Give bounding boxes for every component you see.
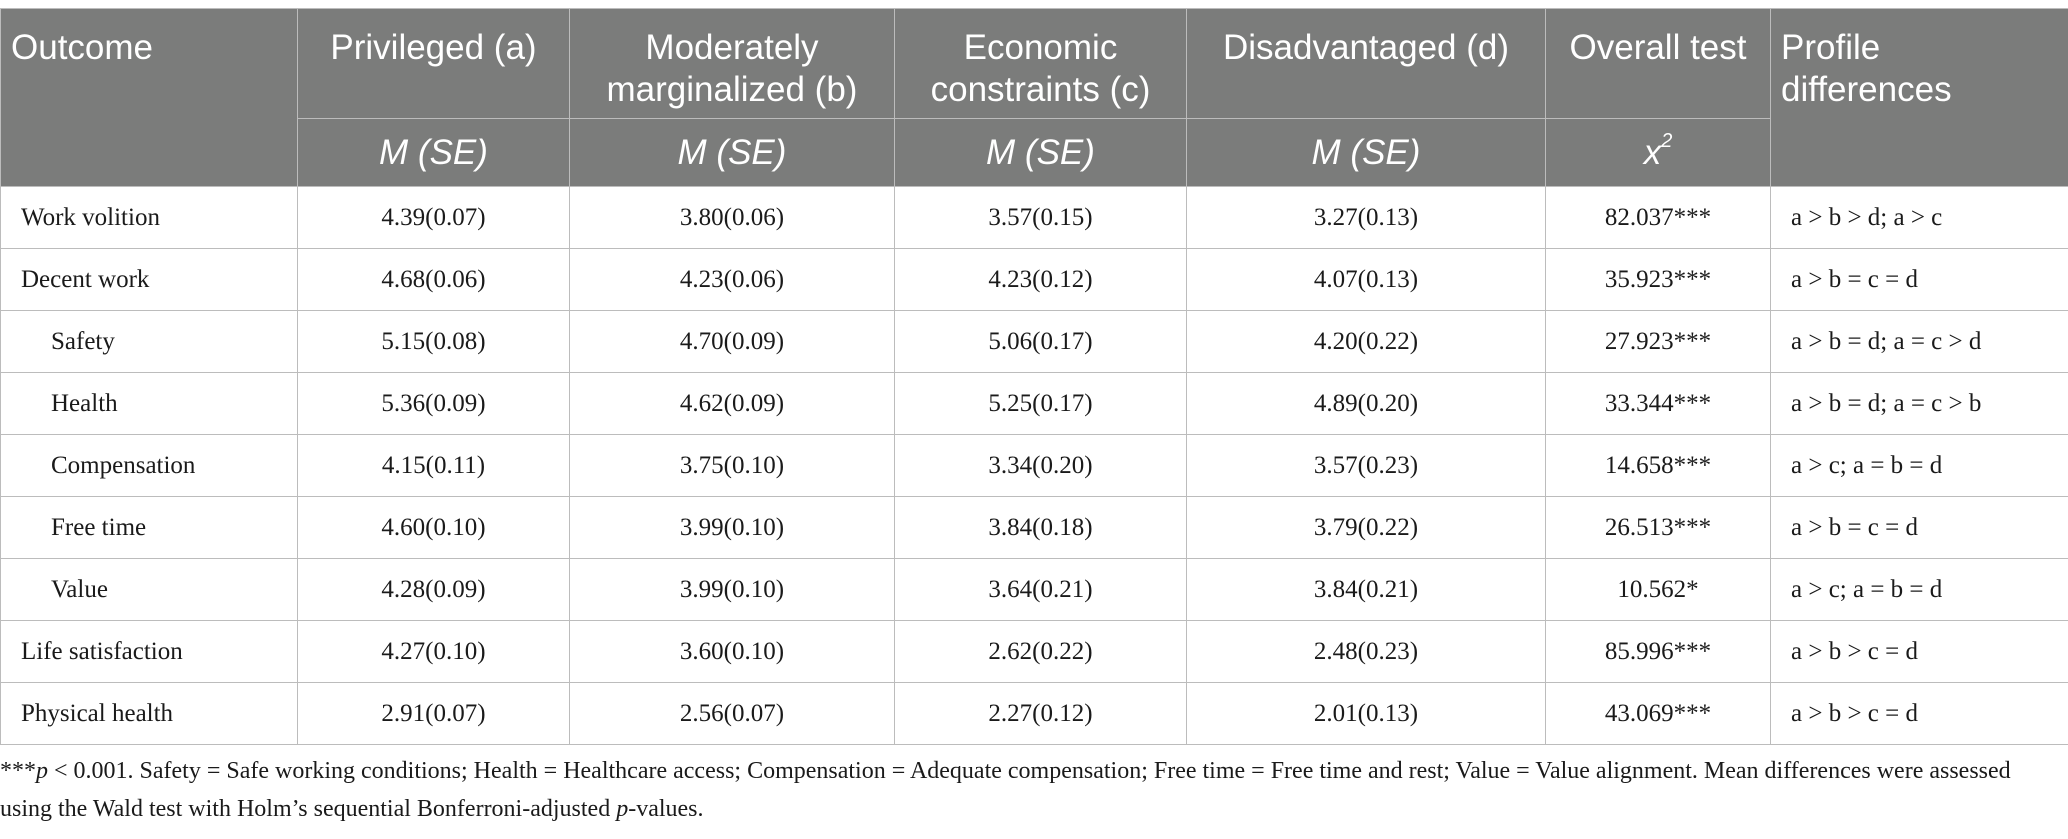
header-economic-constraints: Economic constraints (c) — [895, 9, 1187, 119]
footnote-text-end: -values. — [628, 796, 704, 822]
cell-outcome-label: Health — [1, 373, 298, 435]
cell-profile-differences: a > b = d; a = c > d — [1771, 311, 2068, 373]
subheader-mse: M (SE) — [895, 119, 1187, 187]
cell-profile-differences: a > b = d; a = c > b — [1771, 373, 2068, 435]
table-body — [1, 187, 2068, 745]
cell-overall-test: 85.996*** — [1546, 621, 1771, 683]
header-disadvantaged: Disadvantaged (d) — [1187, 9, 1546, 119]
cell-overall-test: 26.513*** — [1546, 497, 1771, 559]
cell-moderately-marginalized: 3.99(0.10) — [570, 497, 895, 559]
cell-disadvantaged: 2.01(0.13) — [1187, 683, 1546, 745]
cell-privileged: 5.15(0.08) — [298, 311, 570, 373]
cell-disadvantaged: 4.07(0.13) — [1187, 249, 1546, 311]
chi-symbol: x — [1643, 132, 1662, 172]
footnote-p-symbol: p — [616, 796, 629, 822]
header-moderately-marginalized: Moderately marginalized (b) — [570, 9, 895, 119]
cell-moderately-marginalized: 3.60(0.10) — [570, 621, 895, 683]
cell-overall-test: 14.658*** — [1546, 435, 1771, 497]
cell-outcome-label: Safety — [1, 311, 298, 373]
cell-outcome-label: Decent work — [1, 249, 298, 311]
cell-overall-test: 82.037*** — [1546, 187, 1771, 249]
table-row — [1, 373, 2068, 435]
cell-outcome-label: Value — [1, 559, 298, 621]
results-table-container — [0, 8, 2068, 745]
cell-privileged: 5.36(0.09) — [298, 373, 570, 435]
cell-outcome-label: Work volition — [1, 187, 298, 249]
cell-profile-differences: a > c; a = b = d — [1771, 559, 2068, 621]
cell-profile-differences: a > b = c = d — [1771, 497, 2068, 559]
cell-economic-constraints: 5.25(0.17) — [895, 373, 1187, 435]
cell-profile-differences: a > b = c = d — [1771, 249, 2068, 311]
cell-disadvantaged: 4.20(0.22) — [1187, 311, 1546, 373]
header-profile-differences: Profile differences — [1771, 9, 2068, 187]
cell-moderately-marginalized: 2.56(0.07) — [570, 683, 895, 745]
table-row — [1, 621, 2068, 683]
cell-outcome-label: Compensation — [1, 435, 298, 497]
subheader-mse: M (SE) — [1187, 119, 1546, 187]
cell-economic-constraints: 3.34(0.20) — [895, 435, 1187, 497]
table-row — [1, 187, 2068, 249]
cell-moderately-marginalized: 3.75(0.10) — [570, 435, 895, 497]
cell-moderately-marginalized: 4.62(0.09) — [570, 373, 895, 435]
cell-disadvantaged: 3.27(0.13) — [1187, 187, 1546, 249]
table-footnote — [0, 752, 2060, 828]
header-privileged: Privileged (a) — [298, 9, 570, 119]
table-row — [1, 249, 2068, 311]
table-header — [1, 9, 2068, 187]
subheader-chi-square — [1546, 119, 1771, 187]
subheader-row — [1, 119, 2068, 187]
footnote-p-symbol: p — [36, 758, 48, 784]
cell-outcome-label: Life satisfaction — [1, 621, 298, 683]
cell-economic-constraints: 2.27(0.12) — [895, 683, 1187, 745]
cell-privileged: 4.27(0.10) — [298, 621, 570, 683]
cell-profile-differences: a > b > d; a > c — [1771, 187, 2068, 249]
table-row — [1, 559, 2068, 621]
header-outcome: Outcome — [1, 9, 298, 187]
cell-overall-test: 33.344*** — [1546, 373, 1771, 435]
cell-privileged: 4.68(0.06) — [298, 249, 570, 311]
cell-privileged: 4.39(0.07) — [298, 187, 570, 249]
footnote-stars: *** — [0, 758, 36, 784]
header-row — [1, 9, 2068, 119]
cell-disadvantaged: 2.48(0.23) — [1187, 621, 1546, 683]
cell-economic-constraints: 5.06(0.17) — [895, 311, 1187, 373]
cell-moderately-marginalized: 3.99(0.10) — [570, 559, 895, 621]
cell-profile-differences: a > b > c = d — [1771, 683, 2068, 745]
cell-privileged: 4.60(0.10) — [298, 497, 570, 559]
cell-disadvantaged: 3.79(0.22) — [1187, 497, 1546, 559]
cell-moderately-marginalized: 4.23(0.06) — [570, 249, 895, 311]
cell-economic-constraints: 3.84(0.18) — [895, 497, 1187, 559]
cell-outcome-label: Free time — [1, 497, 298, 559]
cell-privileged: 2.91(0.07) — [298, 683, 570, 745]
cell-economic-constraints: 3.64(0.21) — [895, 559, 1187, 621]
cell-privileged: 4.28(0.09) — [298, 559, 570, 621]
table-row — [1, 497, 2068, 559]
cell-overall-test: 43.069*** — [1546, 683, 1771, 745]
chi-superscript: 2 — [1661, 129, 1673, 152]
subheader-mse: M (SE) — [298, 119, 570, 187]
cell-economic-constraints: 3.57(0.15) — [895, 187, 1187, 249]
cell-disadvantaged: 3.57(0.23) — [1187, 435, 1546, 497]
header-overall-test: Overall test — [1546, 9, 1771, 119]
cell-disadvantaged: 3.84(0.21) — [1187, 559, 1546, 621]
footnote-text: < 0.001. Safety = Safe working conditions; Health = Healthcare access; Compensation = Adequate compensation; Free time = Free time and rest; Value = Value alignment. Mean differences were assessed using the Wald test with Holm’s sequential Bonferroni-adjusted — [0, 758, 2011, 822]
table-row — [1, 683, 2068, 745]
cell-economic-constraints: 4.23(0.12) — [895, 249, 1187, 311]
table-row — [1, 435, 2068, 497]
cell-disadvantaged: 4.89(0.20) — [1187, 373, 1546, 435]
cell-economic-constraints: 2.62(0.22) — [895, 621, 1187, 683]
results-table — [0, 8, 2068, 745]
cell-profile-differences: a > c; a = b = d — [1771, 435, 2068, 497]
cell-moderately-marginalized: 3.80(0.06) — [570, 187, 895, 249]
cell-profile-differences: a > b > c = d — [1771, 621, 2068, 683]
cell-overall-test: 10.562* — [1546, 559, 1771, 621]
cell-overall-test: 27.923*** — [1546, 311, 1771, 373]
cell-privileged: 4.15(0.11) — [298, 435, 570, 497]
cell-moderately-marginalized: 4.70(0.09) — [570, 311, 895, 373]
cell-outcome-label: Physical health — [1, 683, 298, 745]
subheader-mse: M (SE) — [570, 119, 895, 187]
cell-overall-test: 35.923*** — [1546, 249, 1771, 311]
table-row — [1, 311, 2068, 373]
